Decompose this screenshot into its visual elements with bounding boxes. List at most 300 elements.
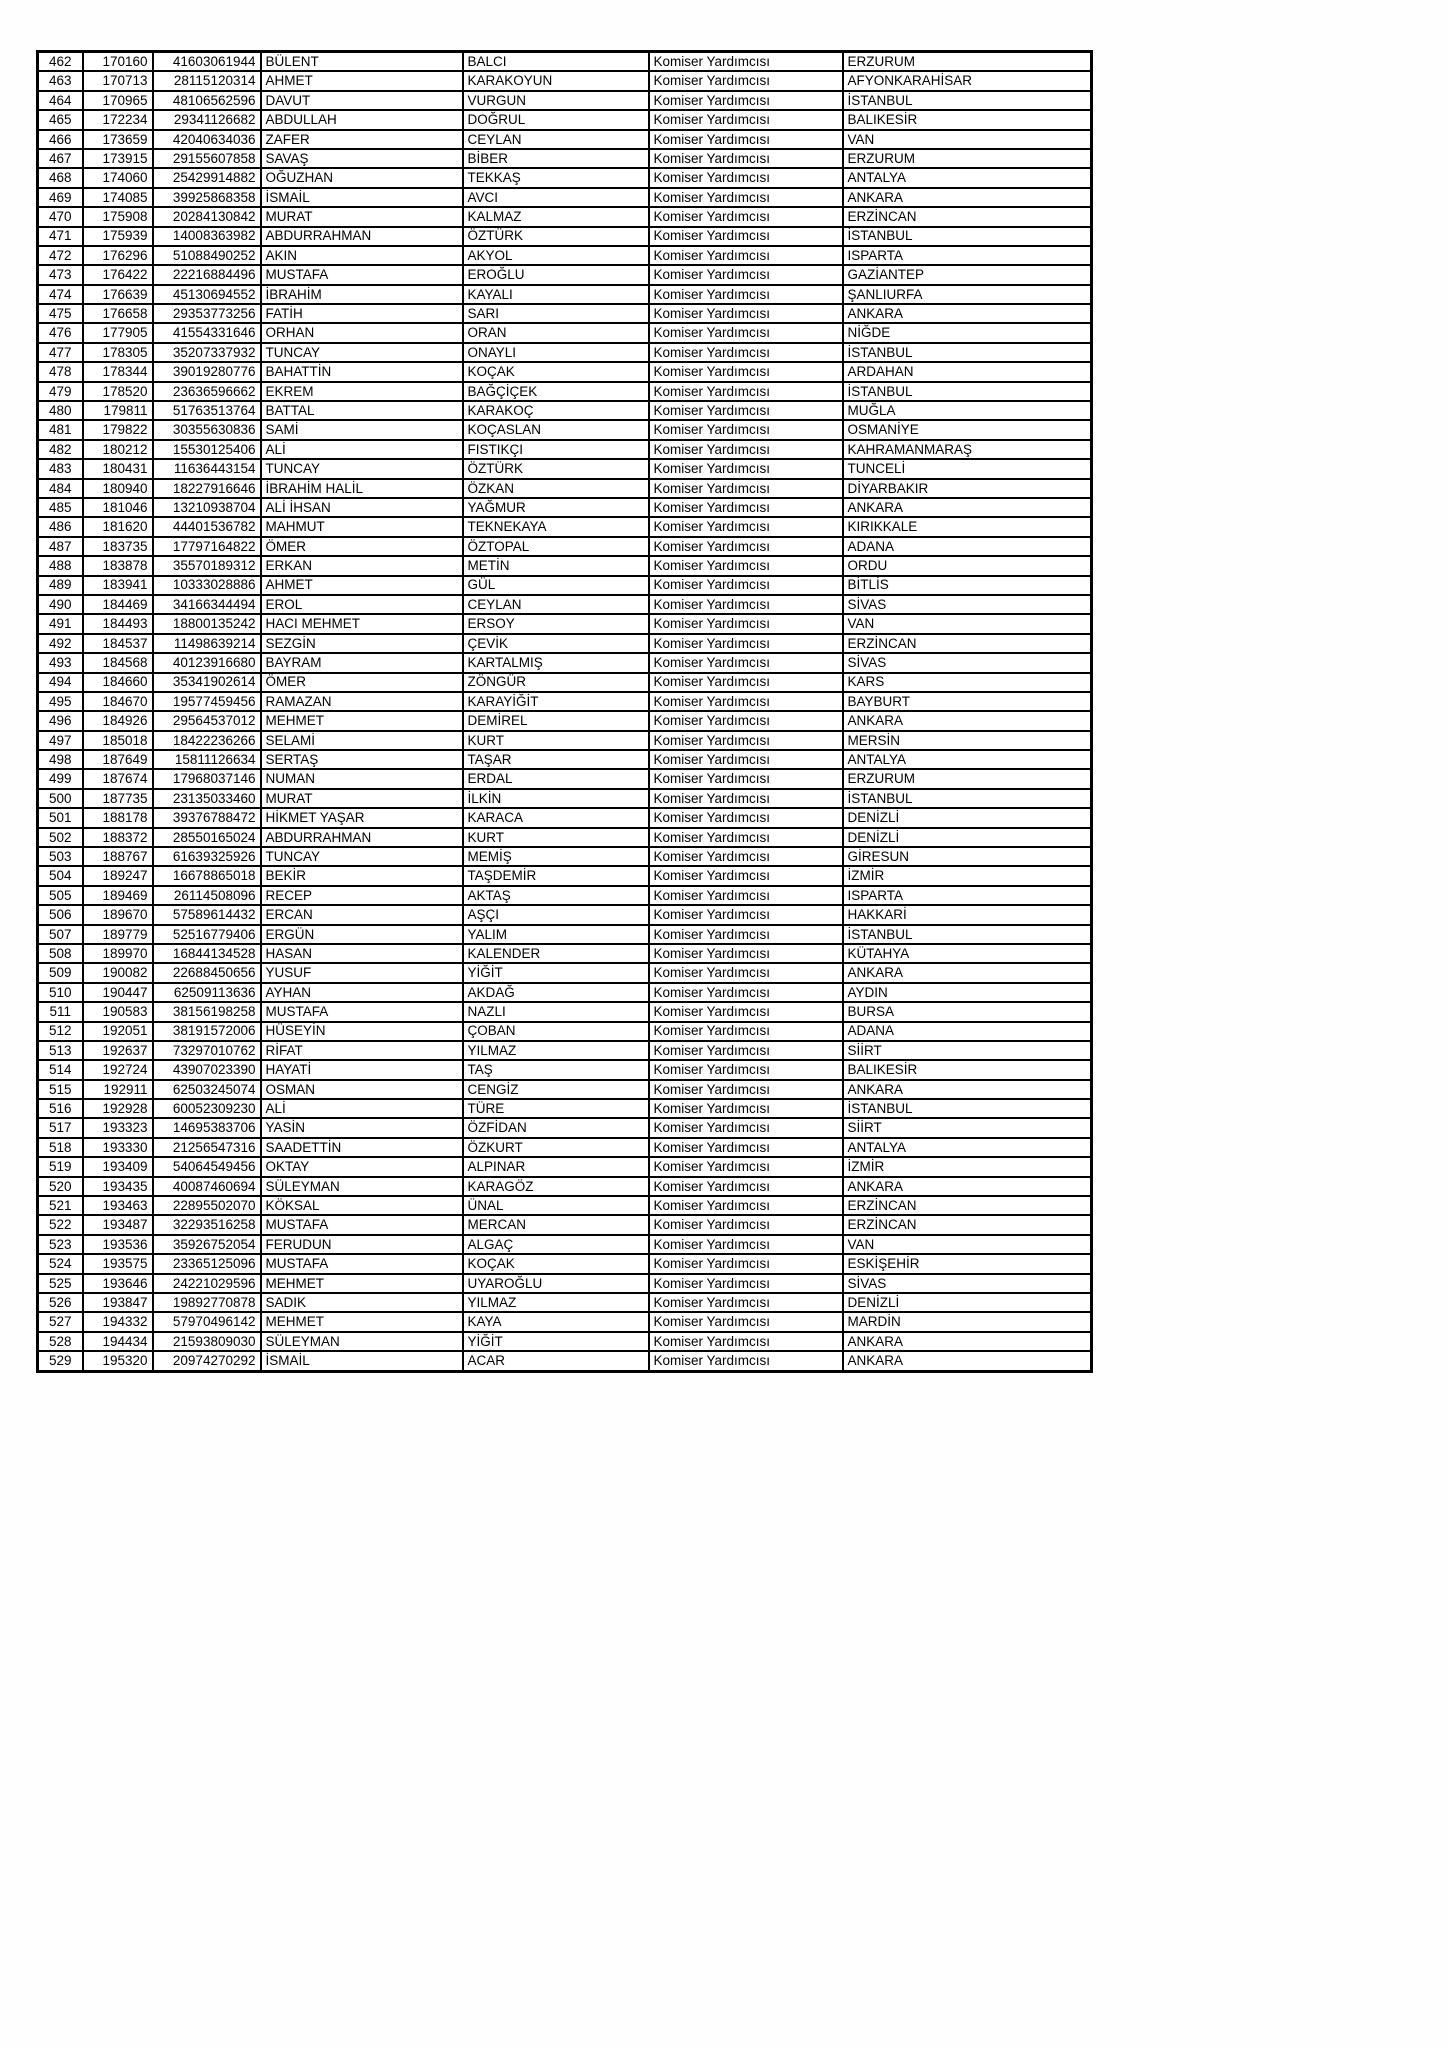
cell-registration-no: 187649 — [83, 750, 153, 769]
cell-rank-title: Komiser Yardımcısı — [649, 653, 843, 672]
cell-last-name: AŞÇI — [463, 905, 649, 924]
cell-first-name: MURAT — [261, 207, 463, 226]
cell-province: HAKKARİ — [843, 905, 1092, 924]
table-row — [38, 246, 1092, 265]
cell-national-id: 28550165024 — [153, 828, 261, 847]
cell-province: İSTANBUL — [843, 1099, 1092, 1118]
table-row — [38, 498, 1092, 517]
cell-registration-no: 170160 — [83, 52, 153, 72]
cell-registration-no: 190583 — [83, 1002, 153, 1021]
cell-row-number: 526 — [38, 1293, 83, 1312]
cell-registration-no: 184537 — [83, 634, 153, 653]
cell-national-id: 22688450656 — [153, 963, 261, 982]
cell-row-number: 518 — [38, 1138, 83, 1157]
cell-row-number: 471 — [38, 227, 83, 246]
cell-first-name: ORHAN — [261, 323, 463, 342]
cell-province: ISPARTA — [843, 246, 1092, 265]
cell-last-name: TEKKAŞ — [463, 168, 649, 187]
table-row — [38, 110, 1092, 129]
cell-national-id: 21256547316 — [153, 1138, 261, 1157]
cell-first-name: AKIN — [261, 246, 463, 265]
cell-row-number: 522 — [38, 1215, 83, 1234]
cell-province: GİRESUN — [843, 847, 1092, 866]
cell-registration-no: 180431 — [83, 459, 153, 478]
cell-last-name: DEMİREL — [463, 711, 649, 730]
cell-row-number: 468 — [38, 168, 83, 187]
cell-row-number: 483 — [38, 459, 83, 478]
table-row — [38, 1254, 1092, 1273]
cell-registration-no: 178520 — [83, 382, 153, 401]
cell-last-name: DOĞRUL — [463, 110, 649, 129]
cell-province: DENİZLİ — [843, 828, 1092, 847]
cell-national-id: 18227916646 — [153, 479, 261, 498]
cell-national-id: 18422236266 — [153, 731, 261, 750]
cell-registration-no: 195320 — [83, 1351, 153, 1371]
cell-row-number: 529 — [38, 1351, 83, 1371]
cell-province: ANKARA — [843, 711, 1092, 730]
table-row — [38, 168, 1092, 187]
cell-national-id: 43907023390 — [153, 1060, 261, 1079]
cell-first-name: AYHAN — [261, 983, 463, 1002]
cell-rank-title: Komiser Yardımcısı — [649, 634, 843, 653]
cell-last-name: KOÇAK — [463, 1254, 649, 1273]
cell-first-name: MEHMET — [261, 711, 463, 730]
cell-first-name: BÜLENT — [261, 52, 463, 72]
cell-last-name: KOÇAK — [463, 362, 649, 381]
cell-last-name: YİĞİT — [463, 1332, 649, 1351]
cell-registration-no: 177905 — [83, 323, 153, 342]
table-row — [38, 382, 1092, 401]
cell-row-number: 514 — [38, 1060, 83, 1079]
cell-last-name: KURT — [463, 731, 649, 750]
table-row — [38, 886, 1092, 905]
cell-first-name: BATTAL — [261, 401, 463, 420]
cell-registration-no: 189779 — [83, 925, 153, 944]
cell-national-id: 60052309230 — [153, 1099, 261, 1118]
cell-row-number: 469 — [38, 188, 83, 207]
cell-row-number: 508 — [38, 944, 83, 963]
cell-first-name: NUMAN — [261, 769, 463, 788]
table-row — [38, 227, 1092, 246]
cell-row-number: 494 — [38, 673, 83, 692]
table-row — [38, 1060, 1092, 1079]
table-row — [38, 71, 1092, 90]
cell-province: İSTANBUL — [843, 227, 1092, 246]
cell-rank-title: Komiser Yardımcısı — [649, 537, 843, 556]
cell-province: SİVAS — [843, 653, 1092, 672]
table-row — [38, 808, 1092, 827]
cell-registration-no: 189247 — [83, 866, 153, 885]
cell-first-name: İBRAHİM — [261, 285, 463, 304]
cell-last-name: CEYLAN — [463, 130, 649, 149]
cell-national-id: 17797164822 — [153, 537, 261, 556]
cell-province: ANKARA — [843, 1080, 1092, 1099]
cell-last-name: KALENDER — [463, 944, 649, 963]
cell-national-id: 14695383706 — [153, 1118, 261, 1137]
table-row — [38, 1177, 1092, 1196]
cell-national-id: 62503245074 — [153, 1080, 261, 1099]
table-body — [38, 52, 1092, 1372]
cell-registration-no: 184493 — [83, 614, 153, 633]
cell-province: ANKARA — [843, 1177, 1092, 1196]
cell-last-name: UYAROĞLU — [463, 1274, 649, 1293]
cell-national-id: 30355630836 — [153, 420, 261, 439]
cell-national-id: 51088490252 — [153, 246, 261, 265]
cell-last-name: ONAYLI — [463, 343, 649, 362]
cell-last-name: YILMAZ — [463, 1293, 649, 1312]
table-row — [38, 52, 1092, 72]
table-row — [38, 188, 1092, 207]
cell-row-number: 498 — [38, 750, 83, 769]
cell-row-number: 487 — [38, 537, 83, 556]
cell-last-name: ÖZKURT — [463, 1138, 649, 1157]
table-row — [38, 925, 1092, 944]
cell-national-id: 24221029596 — [153, 1274, 261, 1293]
table-row — [38, 1332, 1092, 1351]
cell-registration-no: 183941 — [83, 576, 153, 595]
cell-rank-title: Komiser Yardımcısı — [649, 52, 843, 72]
cell-row-number: 510 — [38, 983, 83, 1002]
cell-national-id: 23135033460 — [153, 789, 261, 808]
cell-national-id: 23636596662 — [153, 382, 261, 401]
cell-registration-no: 187674 — [83, 769, 153, 788]
cell-last-name: MERCAN — [463, 1215, 649, 1234]
cell-registration-no: 178305 — [83, 343, 153, 362]
cell-last-name: ÜNAL — [463, 1196, 649, 1215]
table-row — [38, 1215, 1092, 1234]
cell-national-id: 16844134528 — [153, 944, 261, 963]
cell-first-name: MEHMET — [261, 1274, 463, 1293]
cell-row-number: 509 — [38, 963, 83, 982]
cell-registration-no: 188767 — [83, 847, 153, 866]
cell-province: ANKARA — [843, 963, 1092, 982]
cell-first-name: FATİH — [261, 304, 463, 323]
cell-rank-title: Komiser Yardımcısı — [649, 905, 843, 924]
cell-registration-no: 181620 — [83, 517, 153, 536]
cell-last-name: AKYOL — [463, 246, 649, 265]
cell-province: TUNCELİ — [843, 459, 1092, 478]
cell-rank-title: Komiser Yardımcısı — [649, 91, 843, 110]
cell-rank-title: Komiser Yardımcısı — [649, 673, 843, 692]
table-row — [38, 944, 1092, 963]
cell-last-name: İLKİN — [463, 789, 649, 808]
cell-first-name: OSMAN — [261, 1080, 463, 1099]
cell-national-id: 39925868358 — [153, 188, 261, 207]
cell-national-id: 35570189312 — [153, 556, 261, 575]
cell-last-name: KALMAZ — [463, 207, 649, 226]
cell-registration-no: 173659 — [83, 130, 153, 149]
cell-province: NİĞDE — [843, 323, 1092, 342]
cell-registration-no: 192928 — [83, 1099, 153, 1118]
cell-row-number: 478 — [38, 362, 83, 381]
cell-province: MUĞLA — [843, 401, 1092, 420]
cell-rank-title: Komiser Yardımcısı — [649, 1332, 843, 1351]
cell-rank-title: Komiser Yardımcısı — [649, 769, 843, 788]
table-row — [38, 149, 1092, 168]
cell-row-number: 517 — [38, 1118, 83, 1137]
table-row — [38, 1080, 1092, 1099]
cell-rank-title: Komiser Yardımcısı — [649, 963, 843, 982]
cell-national-id: 57589614432 — [153, 905, 261, 924]
table-row — [38, 711, 1092, 730]
cell-first-name: HÜSEYİN — [261, 1022, 463, 1041]
cell-rank-title: Komiser Yardımcısı — [649, 944, 843, 963]
cell-row-number: 527 — [38, 1312, 83, 1331]
cell-row-number: 497 — [38, 731, 83, 750]
cell-registration-no: 176639 — [83, 285, 153, 304]
table-row — [38, 440, 1092, 459]
cell-province: ESKİŞEHİR — [843, 1254, 1092, 1273]
cell-registration-no: 179811 — [83, 401, 153, 420]
cell-national-id: 35207337932 — [153, 343, 261, 362]
cell-province: ANTALYA — [843, 168, 1092, 187]
cell-last-name: GÜL — [463, 576, 649, 595]
cell-row-number: 477 — [38, 343, 83, 362]
cell-row-number: 502 — [38, 828, 83, 847]
cell-registration-no: 184469 — [83, 595, 153, 614]
cell-province: MARDİN — [843, 1312, 1092, 1331]
cell-last-name: ERSOY — [463, 614, 649, 633]
cell-first-name: AHMET — [261, 71, 463, 90]
cell-last-name: AKDAĞ — [463, 983, 649, 1002]
cell-last-name: BALCI — [463, 52, 649, 72]
cell-row-number: 520 — [38, 1177, 83, 1196]
cell-national-id: 38156198258 — [153, 1002, 261, 1021]
cell-row-number: 467 — [38, 149, 83, 168]
cell-row-number: 523 — [38, 1235, 83, 1254]
table-row — [38, 323, 1092, 342]
cell-registration-no: 193463 — [83, 1196, 153, 1215]
cell-rank-title: Komiser Yardımcısı — [649, 285, 843, 304]
table-row — [38, 634, 1092, 653]
cell-registration-no: 179822 — [83, 420, 153, 439]
cell-row-number: 503 — [38, 847, 83, 866]
cell-first-name: YASİN — [261, 1118, 463, 1137]
cell-province: ERZURUM — [843, 769, 1092, 788]
cell-first-name: SADIK — [261, 1293, 463, 1312]
cell-last-name: AKTAŞ — [463, 886, 649, 905]
cell-province: VAN — [843, 1235, 1092, 1254]
cell-last-name: FISTIKÇI — [463, 440, 649, 459]
cell-province: ARDAHAN — [843, 362, 1092, 381]
cell-rank-title: Komiser Yardımcısı — [649, 517, 843, 536]
cell-rank-title: Komiser Yardımcısı — [649, 1080, 843, 1099]
cell-row-number: 513 — [38, 1041, 83, 1060]
cell-first-name: İSMAİL — [261, 1351, 463, 1371]
table-row — [38, 556, 1092, 575]
cell-national-id: 35341902614 — [153, 673, 261, 692]
cell-row-number: 507 — [38, 925, 83, 944]
cell-first-name: MUSTAFA — [261, 1215, 463, 1234]
cell-registration-no: 176296 — [83, 246, 153, 265]
cell-registration-no: 187735 — [83, 789, 153, 808]
cell-registration-no: 193435 — [83, 1177, 153, 1196]
table-row — [38, 1293, 1092, 1312]
cell-registration-no: 183735 — [83, 537, 153, 556]
cell-first-name: AHMET — [261, 576, 463, 595]
cell-province: İSTANBUL — [843, 789, 1092, 808]
cell-last-name: TÜRE — [463, 1099, 649, 1118]
cell-province: BAYBURT — [843, 692, 1092, 711]
cell-row-number: 516 — [38, 1099, 83, 1118]
cell-first-name: RİFAT — [261, 1041, 463, 1060]
cell-registration-no: 173915 — [83, 149, 153, 168]
cell-province: ANTALYA — [843, 1138, 1092, 1157]
cell-registration-no: 193536 — [83, 1235, 153, 1254]
cell-province: ERZURUM — [843, 149, 1092, 168]
cell-national-id: 52516779406 — [153, 925, 261, 944]
cell-province: BİTLİS — [843, 576, 1092, 595]
cell-last-name: NAZLI — [463, 1002, 649, 1021]
cell-first-name: ABDULLAH — [261, 110, 463, 129]
cell-first-name: SEZGİN — [261, 634, 463, 653]
cell-province: ORDU — [843, 556, 1092, 575]
cell-row-number: 506 — [38, 905, 83, 924]
cell-rank-title: Komiser Yardımcısı — [649, 130, 843, 149]
cell-row-number: 501 — [38, 808, 83, 827]
cell-national-id: 15530125406 — [153, 440, 261, 459]
cell-registration-no: 193847 — [83, 1293, 153, 1312]
cell-registration-no: 192724 — [83, 1060, 153, 1079]
cell-rank-title: Komiser Yardımcısı — [649, 828, 843, 847]
cell-province: ISPARTA — [843, 886, 1092, 905]
cell-first-name: RECEP — [261, 886, 463, 905]
cell-national-id: 40087460694 — [153, 1177, 261, 1196]
cell-national-id: 51763513764 — [153, 401, 261, 420]
cell-registration-no: 170965 — [83, 91, 153, 110]
cell-last-name: TAŞ — [463, 1060, 649, 1079]
cell-last-name: ÖZFİDAN — [463, 1118, 649, 1137]
cell-registration-no: 193575 — [83, 1254, 153, 1273]
cell-row-number: 476 — [38, 323, 83, 342]
cell-rank-title: Komiser Yardımcısı — [649, 576, 843, 595]
cell-first-name: HAYATİ — [261, 1060, 463, 1079]
cell-national-id: 14008363982 — [153, 227, 261, 246]
cell-registration-no: 184670 — [83, 692, 153, 711]
cell-row-number: 475 — [38, 304, 83, 323]
cell-first-name: EROL — [261, 595, 463, 614]
cell-first-name: İSMAİL — [261, 188, 463, 207]
cell-national-id: 34166344494 — [153, 595, 261, 614]
cell-row-number: 470 — [38, 207, 83, 226]
cell-national-id: 22895502070 — [153, 1196, 261, 1215]
cell-rank-title: Komiser Yardımcısı — [649, 556, 843, 575]
cell-row-number: 480 — [38, 401, 83, 420]
cell-rank-title: Komiser Yardımcısı — [649, 343, 843, 362]
table-row — [38, 983, 1092, 1002]
cell-row-number: 481 — [38, 420, 83, 439]
cell-national-id: 13210938704 — [153, 498, 261, 517]
cell-registration-no: 192637 — [83, 1041, 153, 1060]
cell-province: ERZİNCAN — [843, 1215, 1092, 1234]
cell-last-name: ZÖNGÜR — [463, 673, 649, 692]
cell-national-id: 21593809030 — [153, 1332, 261, 1351]
cell-row-number: 492 — [38, 634, 83, 653]
cell-row-number: 473 — [38, 265, 83, 284]
cell-rank-title: Komiser Yardımcısı — [649, 459, 843, 478]
cell-row-number: 524 — [38, 1254, 83, 1273]
cell-row-number: 493 — [38, 653, 83, 672]
cell-province: İSTANBUL — [843, 343, 1092, 362]
cell-last-name: KOÇASLAN — [463, 420, 649, 439]
cell-province: ANKARA — [843, 498, 1092, 517]
cell-rank-title: Komiser Yardımcısı — [649, 498, 843, 517]
cell-rank-title: Komiser Yardımcısı — [649, 1351, 843, 1371]
cell-first-name: ABDURRAHMAN — [261, 227, 463, 246]
cell-row-number: 511 — [38, 1002, 83, 1021]
cell-registration-no: 178344 — [83, 362, 153, 381]
cell-national-id: 42040634036 — [153, 130, 261, 149]
cell-registration-no: 184660 — [83, 673, 153, 692]
table-row — [38, 1157, 1092, 1176]
cell-row-number: 504 — [38, 866, 83, 885]
table-row — [38, 1138, 1092, 1157]
table-row — [38, 866, 1092, 885]
cell-registration-no: 175908 — [83, 207, 153, 226]
cell-row-number: 495 — [38, 692, 83, 711]
cell-first-name: TUNCAY — [261, 847, 463, 866]
cell-registration-no: 180940 — [83, 479, 153, 498]
cell-registration-no: 170713 — [83, 71, 153, 90]
cell-province: AFYONKARAHİSAR — [843, 71, 1092, 90]
cell-registration-no: 192051 — [83, 1022, 153, 1041]
table-row — [38, 420, 1092, 439]
cell-national-id: 25429914882 — [153, 168, 261, 187]
cell-first-name: RAMAZAN — [261, 692, 463, 711]
cell-first-name: ABDURRAHMAN — [261, 828, 463, 847]
cell-first-name: BEKİR — [261, 866, 463, 885]
cell-province: GAZİANTEP — [843, 265, 1092, 284]
table-row — [38, 265, 1092, 284]
cell-rank-title: Komiser Yardımcısı — [649, 789, 843, 808]
cell-rank-title: Komiser Yardımcısı — [649, 1002, 843, 1021]
cell-province: VAN — [843, 130, 1092, 149]
cell-rank-title: Komiser Yardımcısı — [649, 1196, 843, 1215]
cell-rank-title: Komiser Yardımcısı — [649, 168, 843, 187]
cell-province: ERZİNCAN — [843, 1196, 1092, 1215]
cell-row-number: 489 — [38, 576, 83, 595]
table-row — [38, 653, 1092, 672]
cell-rank-title: Komiser Yardımcısı — [649, 246, 843, 265]
cell-last-name: TAŞAR — [463, 750, 649, 769]
cell-rank-title: Komiser Yardımcısı — [649, 71, 843, 90]
cell-rank-title: Komiser Yardımcısı — [649, 692, 843, 711]
cell-first-name: MURAT — [261, 789, 463, 808]
cell-registration-no: 193409 — [83, 1157, 153, 1176]
cell-registration-no: 194434 — [83, 1332, 153, 1351]
cell-national-id: 32293516258 — [153, 1215, 261, 1234]
cell-first-name: SÜLEYMAN — [261, 1177, 463, 1196]
cell-first-name: ERGÜN — [261, 925, 463, 944]
cell-row-number: 462 — [38, 52, 83, 72]
cell-province: KAHRAMANMARAŞ — [843, 440, 1092, 459]
cell-province: DENİZLİ — [843, 808, 1092, 827]
cell-last-name: KARAKOYUN — [463, 71, 649, 90]
cell-row-number: 491 — [38, 614, 83, 633]
cell-last-name: KAYA — [463, 1312, 649, 1331]
cell-registration-no: 194332 — [83, 1312, 153, 1331]
cell-province: ANTALYA — [843, 750, 1092, 769]
cell-last-name: TAŞDEMİR — [463, 866, 649, 885]
cell-last-name: ALGAÇ — [463, 1235, 649, 1254]
cell-last-name: CEYLAN — [463, 595, 649, 614]
cell-first-name: FERUDUN — [261, 1235, 463, 1254]
cell-rank-title: Komiser Yardımcısı — [649, 149, 843, 168]
cell-row-number: 525 — [38, 1274, 83, 1293]
cell-province: KIRIKKALE — [843, 517, 1092, 536]
table-row — [38, 401, 1092, 420]
table-row — [38, 91, 1092, 110]
